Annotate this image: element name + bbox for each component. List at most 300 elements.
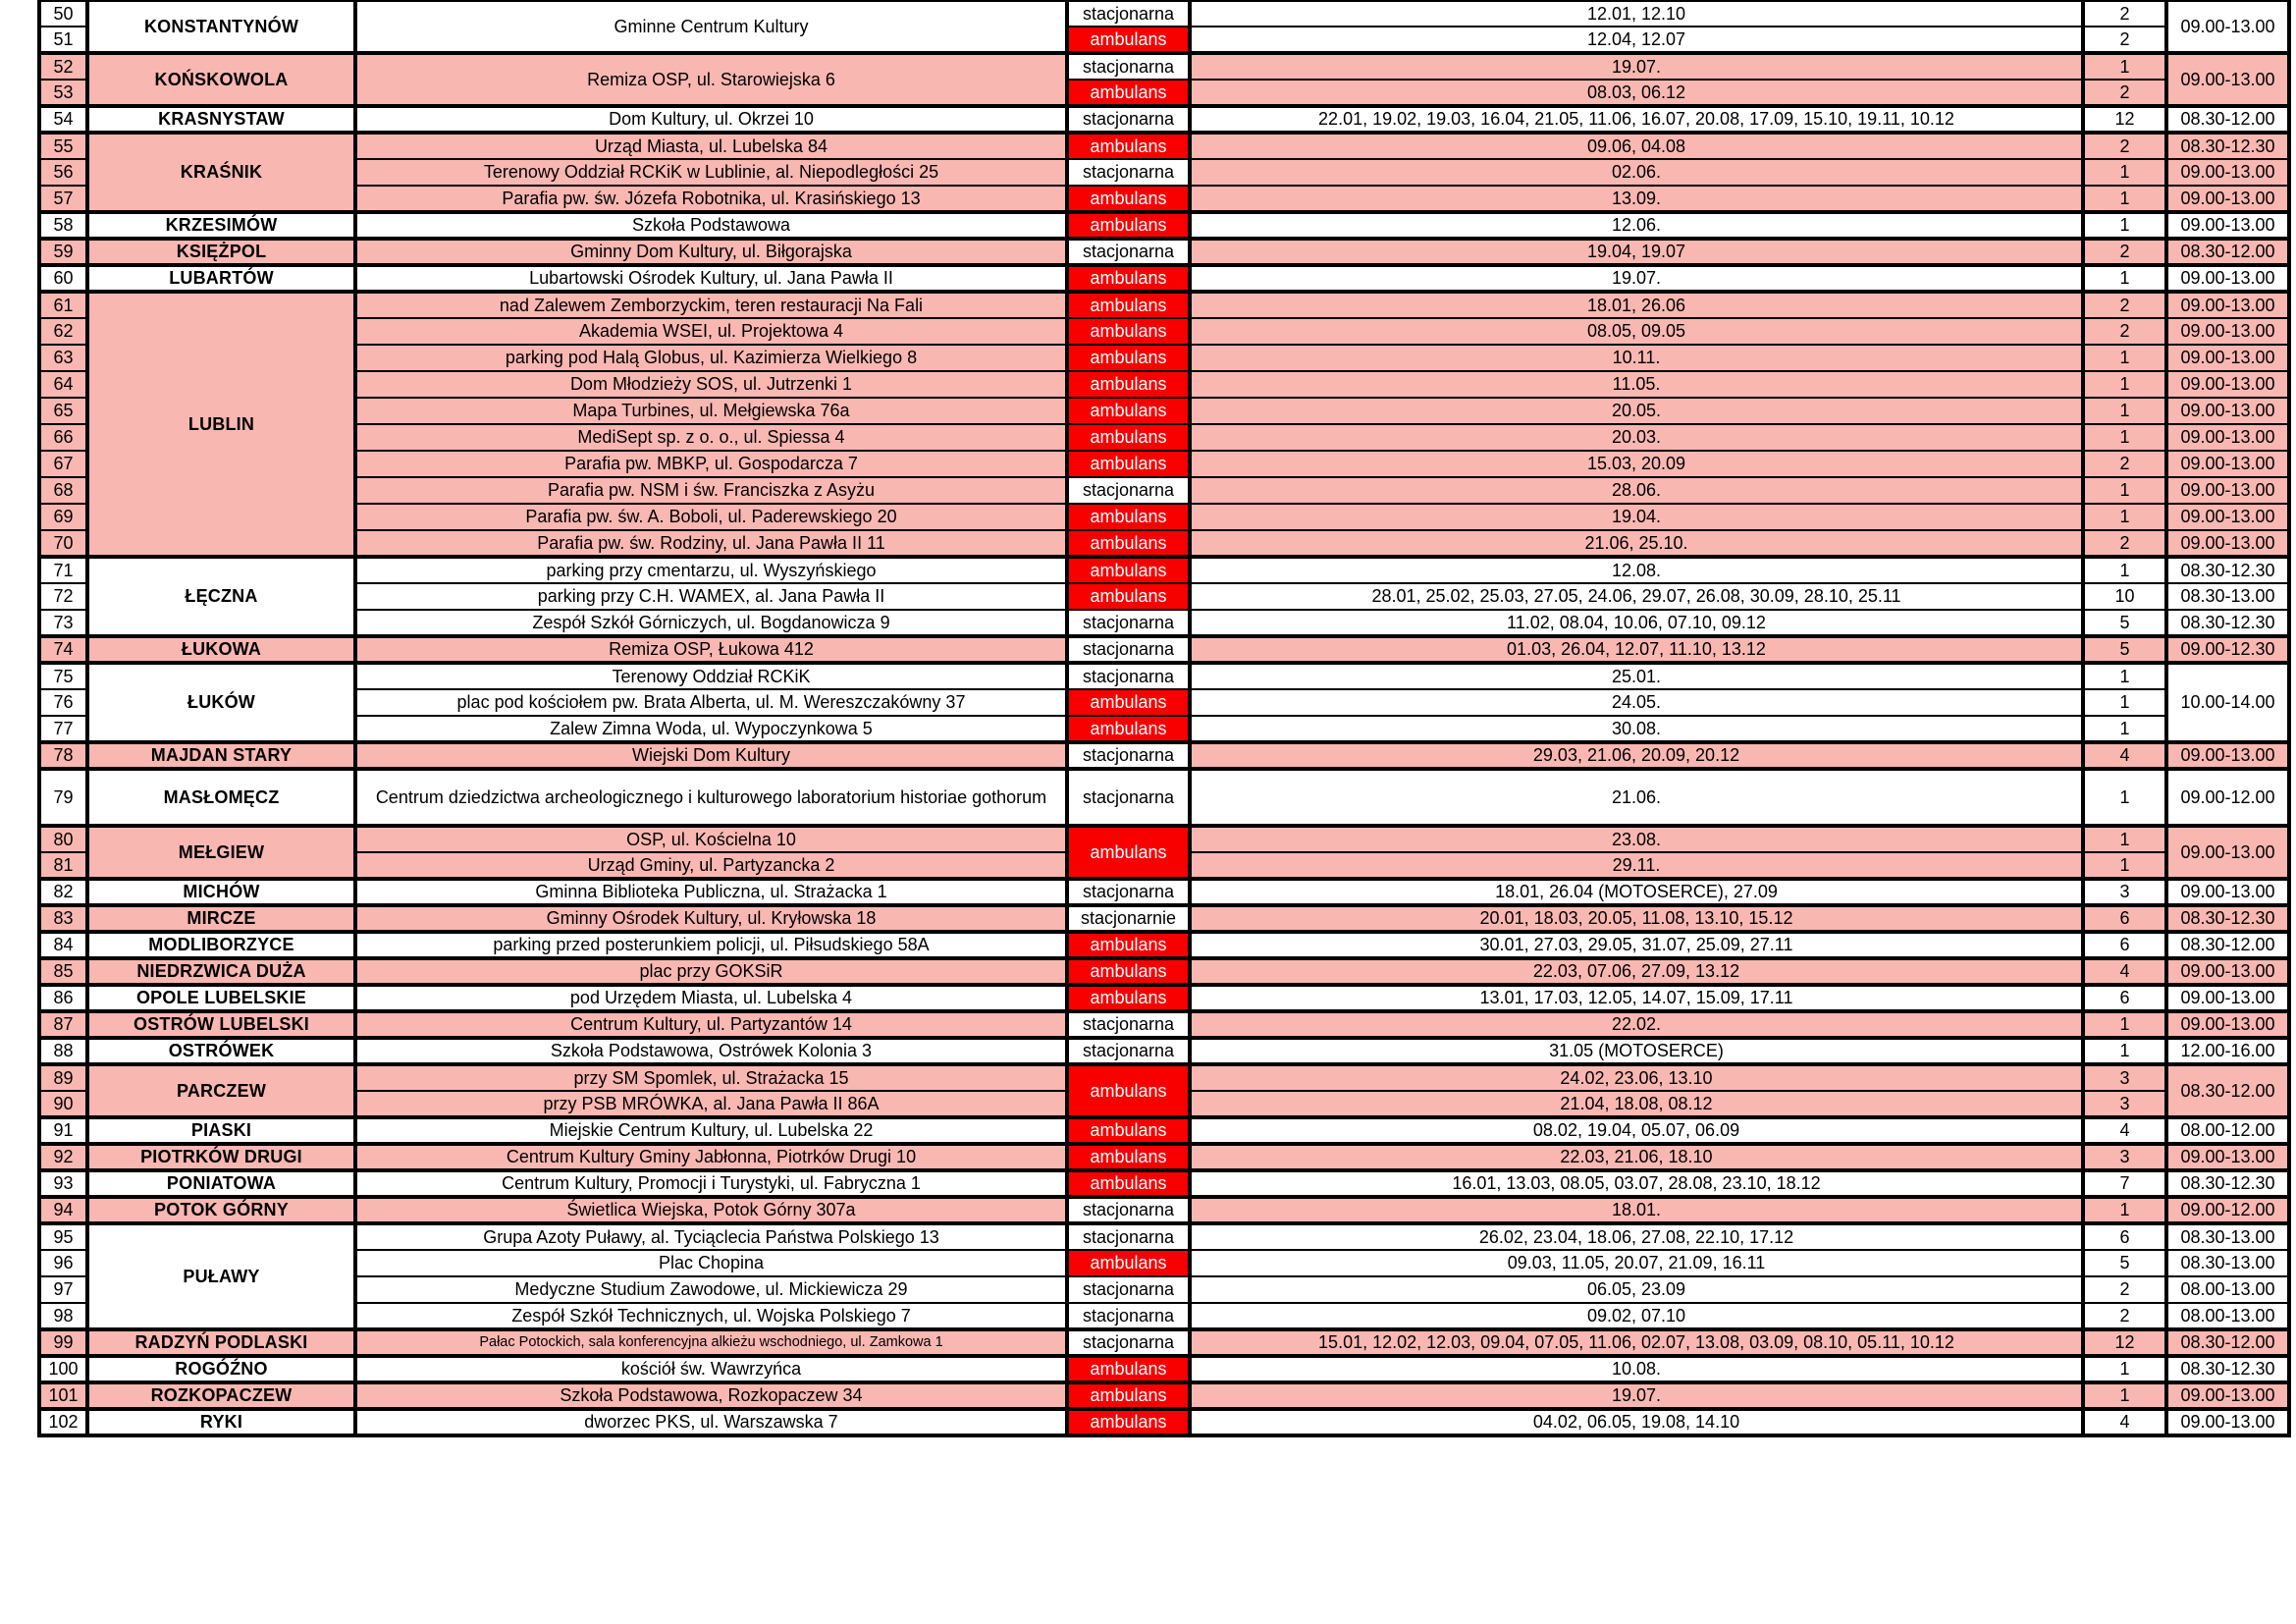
count-cell: 4 [2083, 958, 2166, 985]
type-cell: stacjonarna [1067, 106, 1190, 133]
dates-cell: 19.07. [1190, 53, 2083, 80]
hours-cell: 09.00-13.00 [2166, 826, 2289, 879]
location-cell: przy PSB MRÓWKA, al. Jana Pawła II 86A [355, 1091, 1067, 1117]
row-number-cell: 68 [39, 477, 87, 504]
location-cell: Terenowy Oddział RCKiK w Lublinie, al. Niepodległości 25 [355, 159, 1067, 186]
row-number-cell: 87 [39, 1011, 87, 1038]
row-number-cell: 64 [39, 371, 87, 398]
type-cell: stacjonarna [1067, 239, 1190, 265]
row-number-cell: 94 [39, 1197, 87, 1223]
dates-cell: 21.06. [1190, 769, 2083, 826]
table-row [39, 583, 2289, 610]
count-cell: 1 [2083, 1382, 2166, 1409]
count-cell: 3 [2083, 879, 2166, 905]
type-cell: stacjonarna [1067, 477, 1190, 504]
location-cell: Plac Chopina [355, 1250, 1067, 1276]
hours-cell: 08.30-12.00 [2166, 239, 2289, 265]
hours-cell: 08.00-13.00 [2166, 1276, 2289, 1303]
type-cell: stacjonarna [1067, 769, 1190, 826]
row-number-cell: 62 [39, 318, 87, 345]
table-row [39, 159, 2289, 186]
dates-cell: 15.01, 12.02, 12.03, 09.04, 07.05, 11.06, 02.07, 13.08, 03.09, 08.10, 05.11, 10.12 [1190, 1329, 2083, 1356]
city-cell: MIRCZE [87, 905, 355, 932]
type-cell: ambulans [1067, 1382, 1190, 1409]
type-cell: ambulans [1067, 212, 1190, 239]
count-cell: 1 [2083, 186, 2166, 212]
count-cell: 1 [2083, 265, 2166, 292]
hours-cell: 08.30-12.00 [2166, 1064, 2289, 1117]
table-row [39, 424, 2289, 451]
hours-cell: 08.30-13.00 [2166, 1250, 2289, 1276]
count-cell: 2 [2083, 80, 2166, 106]
dates-cell: 30.08. [1190, 716, 2083, 742]
type-cell: ambulans [1067, 27, 1190, 53]
table-row [39, 1144, 2289, 1170]
row-number-cell: 90 [39, 1091, 87, 1117]
type-cell: stacjonarna [1067, 53, 1190, 80]
type-cell: stacjonarna [1067, 1329, 1190, 1356]
dates-cell: 25.01. [1190, 663, 2083, 689]
dates-cell: 09.02, 07.10 [1190, 1303, 2083, 1329]
hours-cell: 09.00-13.00 [2166, 424, 2289, 451]
city-cell: KRASNYSTAW [87, 106, 355, 133]
table-row [39, 1356, 2289, 1382]
location-cell: Zespół Szkół Górniczych, ul. Bogdanowicza 9 [355, 610, 1067, 636]
dates-cell: 21.04, 18.08, 08.12 [1190, 1091, 2083, 1117]
location-cell: Parafia pw. MBKP, ul. Gospodarcza 7 [355, 451, 1067, 477]
count-cell: 1 [2083, 398, 2166, 424]
location-cell: Szkoła Podstawowa, Ostrówek Kolonia 3 [355, 1038, 1067, 1064]
table-row [39, 1329, 2289, 1356]
row-number-cell: 59 [39, 239, 87, 265]
type-cell: stacjonarna [1067, 663, 1190, 689]
table-row [39, 1117, 2289, 1144]
row-number-cell: 92 [39, 1144, 87, 1170]
dates-cell: 06.05, 23.09 [1190, 1276, 2083, 1303]
row-number-cell: 76 [39, 689, 87, 716]
count-cell: 1 [2083, 1197, 2166, 1223]
dates-cell: 18.01, 26.04 (MOTOSERCE), 27.09 [1190, 879, 2083, 905]
table-row [39, 398, 2289, 424]
location-cell: Parafia pw. św. Rodziny, ul. Jana Pawła II 11 [355, 530, 1067, 557]
row-number-cell: 61 [39, 292, 87, 318]
location-cell: kościół św. Wawrzyńca [355, 1356, 1067, 1382]
dates-cell: 19.07. [1190, 1382, 2083, 1409]
location-cell: Parafia pw. św. A. Boboli, ul. Paderewskiego 20 [355, 504, 1067, 530]
count-cell: 2 [2083, 451, 2166, 477]
dates-cell: 01.03, 26.04, 12.07, 11.10, 13.12 [1190, 636, 2083, 663]
count-cell: 2 [2083, 1303, 2166, 1329]
location-cell: nad Zalewem Zemborzyckim, teren restauracji Na Fali [355, 292, 1067, 318]
type-cell: ambulans [1067, 80, 1190, 106]
location-cell: Urząd Gminy, ul. Partyzancka 2 [355, 852, 1067, 879]
row-number-cell: 95 [39, 1223, 87, 1250]
table-row [39, 1250, 2289, 1276]
table-row [39, 0, 2289, 27]
count-cell: 1 [2083, 504, 2166, 530]
location-cell: Miejskie Centrum Kultury, ul. Lubelska 22 [355, 1117, 1067, 1144]
type-cell: stacjonarnie [1067, 905, 1190, 932]
dates-cell: 13.01, 17.03, 12.05, 14.07, 15.09, 17.11 [1190, 985, 2083, 1011]
row-number-cell: 93 [39, 1170, 87, 1197]
hours-cell: 09.00-13.00 [2166, 1011, 2289, 1038]
dates-cell: 31.05 (MOTOSERCE) [1190, 1038, 2083, 1064]
count-cell: 2 [2083, 318, 2166, 345]
city-cell: PIOTRKÓW DRUGI [87, 1144, 355, 1170]
table-row [39, 769, 2289, 826]
type-cell: stacjonarna [1067, 1303, 1190, 1329]
row-number-cell: 54 [39, 106, 87, 133]
hours-cell: 08.30-13.00 [2166, 1223, 2289, 1250]
row-number-cell: 63 [39, 345, 87, 371]
hours-cell: 09.00-13.00 [2166, 1409, 2289, 1435]
row-number-cell: 89 [39, 1064, 87, 1091]
hours-cell: 08.00-12.00 [2166, 1117, 2289, 1144]
dates-cell: 13.09. [1190, 186, 2083, 212]
city-cell: KRAŚNIK [87, 133, 355, 212]
count-cell: 2 [2083, 292, 2166, 318]
type-cell: ambulans [1067, 1170, 1190, 1197]
count-cell: 1 [2083, 212, 2166, 239]
location-cell: Lubartowski Ośrodek Kultury, ul. Jana Pawła II [355, 265, 1067, 292]
location-cell: Gminny Dom Kultury, ul. Biłgorajska [355, 239, 1067, 265]
table-row [39, 504, 2289, 530]
type-cell: ambulans [1067, 557, 1190, 583]
row-number-cell: 83 [39, 905, 87, 932]
location-cell: Gminne Centrum Kultury [355, 0, 1067, 53]
table-row [39, 879, 2289, 905]
location-cell: parking przy C.H. WAMEX, al. Jana Pawła II [355, 583, 1067, 610]
dates-cell: 19.04, 19.07 [1190, 239, 2083, 265]
type-cell: stacjonarna [1067, 610, 1190, 636]
dates-cell: 12.04, 12.07 [1190, 27, 2083, 53]
count-cell: 6 [2083, 932, 2166, 958]
count-cell: 3 [2083, 1091, 2166, 1117]
type-cell: ambulans [1067, 451, 1190, 477]
row-number-cell: 60 [39, 265, 87, 292]
count-cell: 2 [2083, 1276, 2166, 1303]
count-cell: 1 [2083, 53, 2166, 80]
type-cell: ambulans [1067, 1144, 1190, 1170]
location-cell: parking przed posterunkiem policji, ul. Piłsudskiego 58A [355, 932, 1067, 958]
dates-cell: 18.01. [1190, 1197, 2083, 1223]
city-cell: ŁUKÓW [87, 663, 355, 742]
type-cell: ambulans [1067, 826, 1190, 879]
table-row [39, 557, 2289, 583]
table-row [39, 1409, 2289, 1435]
hours-cell: 09.00-13.00 [2166, 265, 2289, 292]
dates-cell: 12.06. [1190, 212, 2083, 239]
type-cell: stacjonarna [1067, 1197, 1190, 1223]
dates-cell: 10.08. [1190, 1356, 2083, 1382]
hours-cell: 08.30-12.00 [2166, 106, 2289, 133]
count-cell: 1 [2083, 1011, 2166, 1038]
row-number-cell: 88 [39, 1038, 87, 1064]
city-cell: PUŁAWY [87, 1223, 355, 1329]
hours-cell: 08.30-12.30 [2166, 905, 2289, 932]
table-row [39, 186, 2289, 212]
location-cell: Centrum dziedzictwa archeologicznego i kulturowego laboratorium historiae gothorum [355, 769, 1067, 826]
location-cell: dworzec PKS, ul. Warszawska 7 [355, 1409, 1067, 1435]
city-cell: NIEDRZWICA DUŻA [87, 958, 355, 985]
type-cell: ambulans [1067, 583, 1190, 610]
type-cell: ambulans [1067, 186, 1190, 212]
row-number-cell: 71 [39, 557, 87, 583]
hours-cell: 08.00-13.00 [2166, 1303, 2289, 1329]
hours-cell: 09.00-13.00 [2166, 879, 2289, 905]
city-cell: PARCZEW [87, 1064, 355, 1117]
type-cell: ambulans [1067, 716, 1190, 742]
city-cell: POTOK GÓRNY [87, 1197, 355, 1223]
hours-cell: 08.30-12.30 [2166, 1356, 2289, 1382]
row-number-cell: 100 [39, 1356, 87, 1382]
type-cell: stacjonarna [1067, 0, 1190, 27]
type-cell: ambulans [1067, 530, 1190, 557]
table-row [39, 1170, 2289, 1197]
hours-cell: 09.00-13.00 [2166, 0, 2289, 53]
type-cell: ambulans [1067, 424, 1190, 451]
count-cell: 6 [2083, 1223, 2166, 1250]
dates-cell: 09.06, 04.08 [1190, 133, 2083, 159]
row-number-cell: 80 [39, 826, 87, 852]
dates-cell: 28.01, 25.02, 25.03, 27.05, 24.06, 29.07, 26.08, 30.09, 28.10, 25.11 [1190, 583, 2083, 610]
hours-cell: 09.00-13.00 [2166, 451, 2289, 477]
location-cell: Gminny Ośrodek Kultury, ul. Kryłowska 18 [355, 905, 1067, 932]
location-cell: Szkoła Podstawowa, Rozkopaczew 34 [355, 1382, 1067, 1409]
type-cell: ambulans [1067, 292, 1190, 318]
count-cell: 1 [2083, 424, 2166, 451]
location-cell: Dom Młodzieży SOS, ul. Jutrzenki 1 [355, 371, 1067, 398]
location-cell: plac pod kościołem pw. Brata Alberta, ul. M. Wereszczakówny 37 [355, 689, 1067, 716]
row-number-cell: 51 [39, 27, 87, 53]
dates-cell: 18.01, 26.06 [1190, 292, 2083, 318]
dates-cell: 04.02, 06.05, 19.08, 14.10 [1190, 1409, 2083, 1435]
city-cell: OSTRÓW LUBELSKI [87, 1011, 355, 1038]
count-cell: 1 [2083, 477, 2166, 504]
type-cell: stacjonarna [1067, 1276, 1190, 1303]
row-number-cell: 101 [39, 1382, 87, 1409]
location-cell: Świetlica Wiejska, Potok Górny 307a [355, 1197, 1067, 1223]
hours-cell: 08.30-12.00 [2166, 1329, 2289, 1356]
dates-cell: 08.03, 06.12 [1190, 80, 2083, 106]
type-cell: ambulans [1067, 1064, 1190, 1117]
dates-cell: 19.04. [1190, 504, 2083, 530]
city-cell: KSIĘŻPOL [87, 239, 355, 265]
table-row [39, 689, 2289, 716]
dates-cell: 19.07. [1190, 265, 2083, 292]
row-number-cell: 67 [39, 451, 87, 477]
table-row [39, 663, 2289, 689]
location-cell: Terenowy Oddział RCKiK [355, 663, 1067, 689]
row-number-cell: 77 [39, 716, 87, 742]
type-cell: ambulans [1067, 1250, 1190, 1276]
type-cell: ambulans [1067, 318, 1190, 345]
table-row [39, 477, 2289, 504]
dates-cell: 22.03, 21.06, 18.10 [1190, 1144, 2083, 1170]
table-row [39, 1197, 2289, 1223]
table-row [39, 371, 2289, 398]
table-row [39, 239, 2289, 265]
location-cell: Centrum Kultury Gminy Jabłonna, Piotrków Drugi 10 [355, 1144, 1067, 1170]
dates-cell: 22.02. [1190, 1011, 2083, 1038]
hours-cell: 09.00-12.00 [2166, 769, 2289, 826]
count-cell: 1 [2083, 826, 2166, 852]
type-cell: ambulans [1067, 1117, 1190, 1144]
count-cell: 6 [2083, 985, 2166, 1011]
hours-cell: 08.30-12.30 [2166, 1170, 2289, 1197]
dates-cell: 10.11. [1190, 345, 2083, 371]
location-cell: Wiejski Dom Kultury [355, 742, 1067, 769]
location-cell: Remiza OSP, Łukowa 412 [355, 636, 1067, 663]
row-number-cell: 84 [39, 932, 87, 958]
city-cell: LUBLIN [87, 292, 355, 557]
location-cell: Szkoła Podstawowa [355, 212, 1067, 239]
hours-cell: 08.30-13.00 [2166, 583, 2289, 610]
count-cell: 1 [2083, 1356, 2166, 1382]
city-cell: MICHÓW [87, 879, 355, 905]
city-cell: LUBARTÓW [87, 265, 355, 292]
location-cell: Medyczne Studium Zawodowe, ul. Mickiewicza 29 [355, 1276, 1067, 1303]
row-number-cell: 56 [39, 159, 87, 186]
hours-cell: 09.00-13.00 [2166, 345, 2289, 371]
count-cell: 2 [2083, 133, 2166, 159]
dates-cell: 11.02, 08.04, 10.06, 07.10, 09.12 [1190, 610, 2083, 636]
row-number-cell: 98 [39, 1303, 87, 1329]
row-number-cell: 82 [39, 879, 87, 905]
dates-cell: 20.03. [1190, 424, 2083, 451]
table-row [39, 932, 2289, 958]
table-row [39, 451, 2289, 477]
type-cell: ambulans [1067, 265, 1190, 292]
hours-cell: 09.00-13.00 [2166, 985, 2289, 1011]
table-row [39, 1064, 2289, 1091]
type-cell: ambulans [1067, 504, 1190, 530]
table-row [39, 212, 2289, 239]
table-row [39, 1038, 2289, 1064]
dates-cell: 23.08. [1190, 826, 2083, 852]
hours-cell: 09.00-13.00 [2166, 1382, 2289, 1409]
location-cell: Akademia WSEI, ul. Projektowa 4 [355, 318, 1067, 345]
location-cell: Parafia pw. NSM i św. Franciszka z Asyżu [355, 477, 1067, 504]
dates-cell: 08.02, 19.04, 05.07, 06.09 [1190, 1117, 2083, 1144]
hours-cell: 09.00-12.00 [2166, 1197, 2289, 1223]
row-number-cell: 78 [39, 742, 87, 769]
type-cell: ambulans [1067, 345, 1190, 371]
hours-cell: 09.00-13.00 [2166, 504, 2289, 530]
city-cell: ŁUKOWA [87, 636, 355, 663]
row-number-cell: 91 [39, 1117, 87, 1144]
city-cell: ŁĘCZNA [87, 557, 355, 636]
count-cell: 3 [2083, 1144, 2166, 1170]
count-cell: 7 [2083, 1170, 2166, 1197]
dates-cell: 22.03, 07.06, 27.09, 13.12 [1190, 958, 2083, 985]
count-cell: 10 [2083, 583, 2166, 610]
city-cell: MASŁOMĘCZ [87, 769, 355, 826]
location-cell: Zalew Zimna Woda, ul. Wypoczynkowa 5 [355, 716, 1067, 742]
city-cell: PIASKI [87, 1117, 355, 1144]
count-cell: 2 [2083, 0, 2166, 27]
type-cell: ambulans [1067, 932, 1190, 958]
table-row [39, 1303, 2289, 1329]
count-cell: 4 [2083, 1409, 2166, 1435]
hours-cell: 09.00-13.00 [2166, 742, 2289, 769]
count-cell: 2 [2083, 239, 2166, 265]
hours-cell: 09.00-13.00 [2166, 53, 2289, 106]
table-row [39, 1382, 2289, 1409]
dates-cell: 20.01, 18.03, 20.05, 11.08, 13.10, 15.12 [1190, 905, 2083, 932]
type-cell: stacjonarna [1067, 742, 1190, 769]
type-cell: stacjonarna [1067, 1011, 1190, 1038]
location-cell: Zespół Szkół Technicznych, ul. Wojska Polskiego 7 [355, 1303, 1067, 1329]
dates-cell: 29.03, 21.06, 20.09, 20.12 [1190, 742, 2083, 769]
row-number-cell: 97 [39, 1276, 87, 1303]
city-cell: KRZESIMÓW [87, 212, 355, 239]
row-number-cell: 55 [39, 133, 87, 159]
table-row [39, 345, 2289, 371]
count-cell: 3 [2083, 1064, 2166, 1091]
city-cell: MEŁGIEW [87, 826, 355, 879]
hours-cell: 08.30-12.30 [2166, 610, 2289, 636]
hours-cell: 09.00-13.00 [2166, 371, 2289, 398]
table-row [39, 826, 2289, 852]
table-row [39, 636, 2289, 663]
row-number-cell: 65 [39, 398, 87, 424]
hours-cell: 09.00-13.00 [2166, 398, 2289, 424]
table-row [39, 106, 2289, 133]
schedule-table-body [39, 0, 2289, 1435]
table-row [39, 1011, 2289, 1038]
type-cell: stacjonarna [1067, 636, 1190, 663]
row-number-cell: 81 [39, 852, 87, 879]
dates-cell: 08.05, 09.05 [1190, 318, 2083, 345]
location-cell: Grupa Azoty Puławy, al. Tyciąclecia Państwa Polskiego 13 [355, 1223, 1067, 1250]
count-cell: 1 [2083, 769, 2166, 826]
type-cell: ambulans [1067, 1409, 1190, 1435]
type-cell: ambulans [1067, 958, 1190, 985]
type-cell: ambulans [1067, 689, 1190, 716]
hours-cell: 09.00-13.00 [2166, 318, 2289, 345]
city-cell: RADZYŃ PODLASKI [87, 1329, 355, 1356]
location-cell: Remiza OSP, ul. Starowiejska 6 [355, 53, 1067, 106]
dates-cell: 15.03, 20.09 [1190, 451, 2083, 477]
row-number-cell: 85 [39, 958, 87, 985]
dates-cell: 12.08. [1190, 557, 2083, 583]
hours-cell: 09.00-13.00 [2166, 212, 2289, 239]
row-number-cell: 73 [39, 610, 87, 636]
row-number-cell: 99 [39, 1329, 87, 1356]
count-cell: 5 [2083, 610, 2166, 636]
row-number-cell: 79 [39, 769, 87, 826]
hours-cell: 10.00-14.00 [2166, 663, 2289, 742]
location-cell: Pałac Potockich, sala konferencyjna alkieżu wschodniego, ul. Zamkowa 1 [355, 1329, 1067, 1356]
row-number-cell: 75 [39, 663, 87, 689]
type-cell: stacjonarna [1067, 159, 1190, 186]
table-row [39, 292, 2289, 318]
city-cell: ROGÓŹNO [87, 1356, 355, 1382]
hours-cell: 09.00-12.30 [2166, 636, 2289, 663]
dates-cell: 20.05. [1190, 398, 2083, 424]
type-cell: stacjonarna [1067, 1038, 1190, 1064]
hours-cell: 09.00-13.00 [2166, 530, 2289, 557]
row-number-cell: 58 [39, 212, 87, 239]
location-cell: pod Urzędem Miasta, ul. Lubelska 4 [355, 985, 1067, 1011]
row-number-cell: 50 [39, 0, 87, 27]
table-row [39, 905, 2289, 932]
hours-cell: 09.00-13.00 [2166, 477, 2289, 504]
table-row [39, 265, 2289, 292]
table-row [39, 610, 2289, 636]
schedule-table [37, 0, 2291, 1437]
